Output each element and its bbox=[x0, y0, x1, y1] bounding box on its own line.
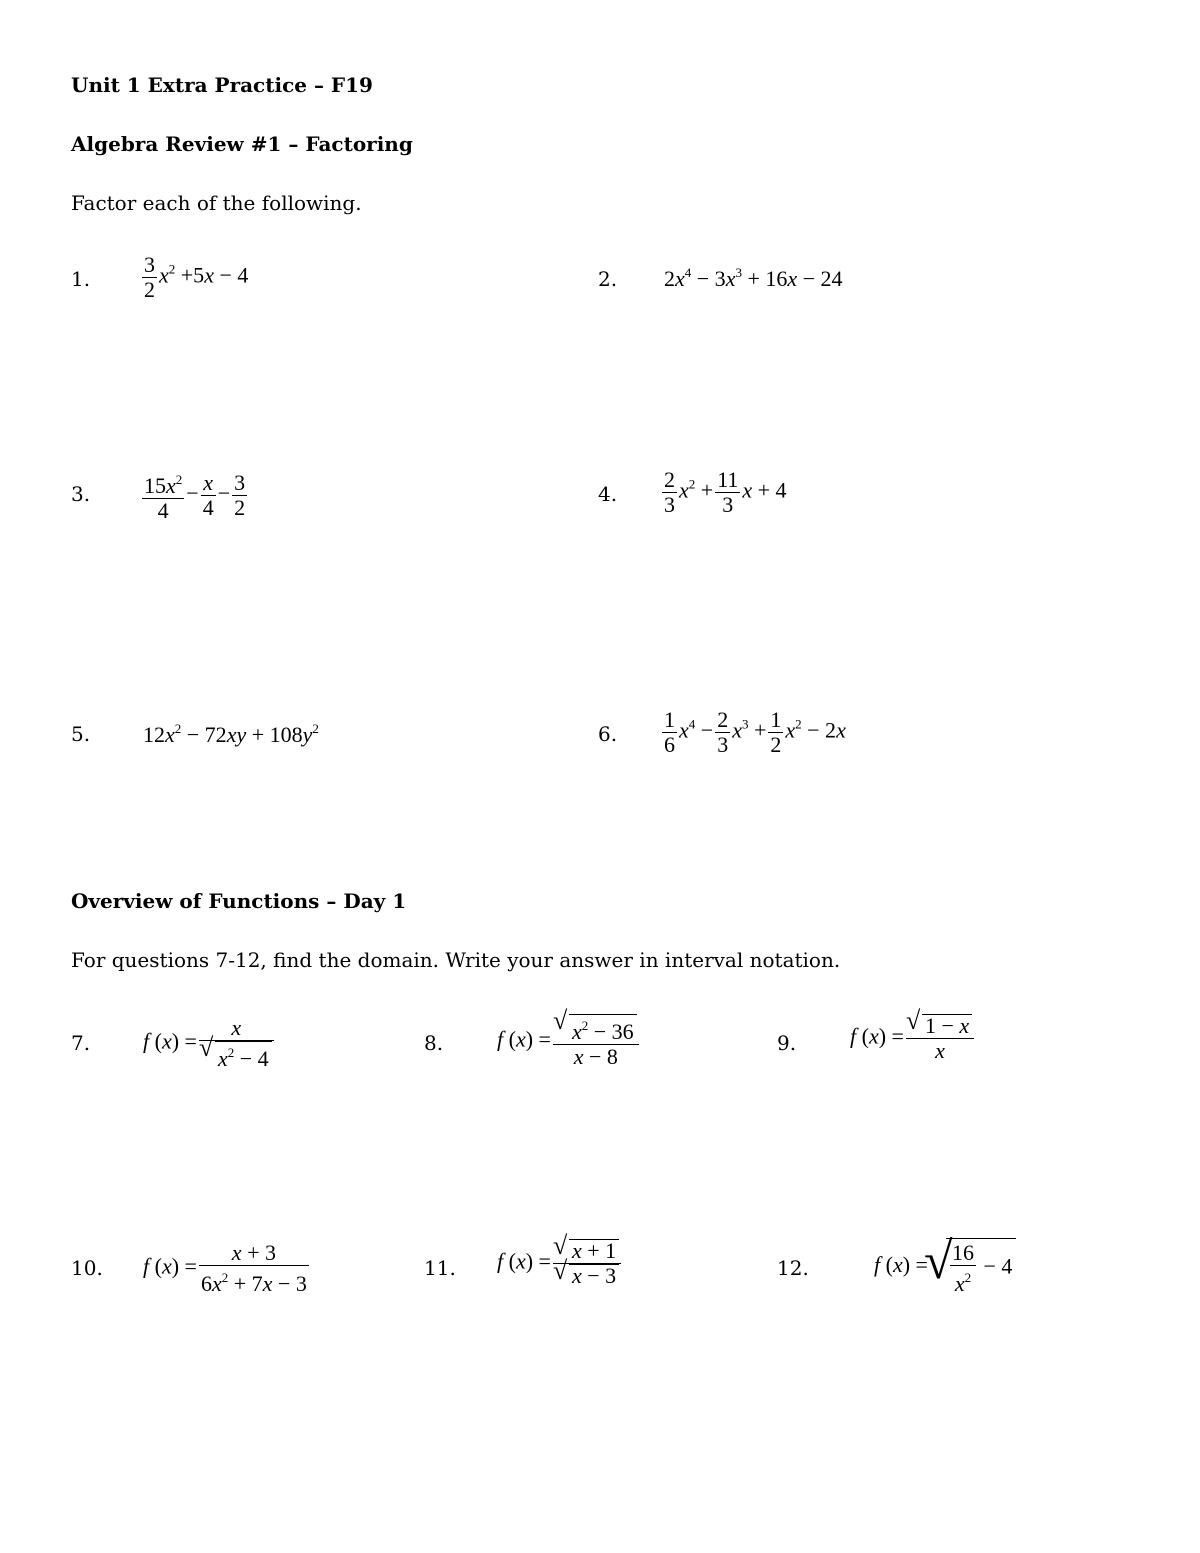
problem-expression: f (x) = √ $\frac{x^2 - 36}{x - 8}$ bbox=[497, 1014, 641, 1069]
problem-number: 10. bbox=[71, 1256, 103, 1280]
problem-expression: f (x) = √ $\frac{16}{x^2}$ − 4 bbox=[874, 1238, 1016, 1296]
problem-expression: f (x) = x √ $x^2 - 4$ bbox=[143, 1016, 276, 1071]
problem-expression: $2x^4 - 3x^3 + 16x - 24$ bbox=[664, 265, 843, 291]
problem-number: 8. bbox=[424, 1031, 444, 1055]
problem-expression: f (x) = √ x + 1 √ x − 3 bbox=[497, 1239, 623, 1288]
problem-number: 2. bbox=[598, 267, 618, 291]
problem-number: 6. bbox=[598, 722, 618, 746]
problem-number: 3. bbox=[71, 482, 91, 506]
page-title: Unit 1 Extra Practice – F19 bbox=[71, 73, 373, 97]
problem-expression: $\frac{15x^2}{4}$ − $\frac{x}{4}$ − $\frac{3}{2}$ bbox=[144, 470, 246, 523]
problem-number: 7. bbox=[71, 1031, 91, 1055]
section-heading-factoring: Algebra Review #1 – Factoring bbox=[71, 132, 413, 156]
problem-number: 4. bbox=[598, 482, 618, 506]
problem-expression: $\frac{3}{2}$ $x^2 +5x - 4$ bbox=[144, 252, 249, 302]
problem-expression: f (x) = $\frac{x + 3}{6x^2 + 7x - 3}$ bbox=[143, 1240, 307, 1296]
section-heading-functions: Overview of Functions – Day 1 bbox=[71, 889, 407, 913]
problem-expression: f (x) = √ $\frac{1 - x}{x}$ bbox=[850, 1014, 976, 1063]
problem-number: 9. bbox=[777, 1031, 797, 1055]
problem-number: 5. bbox=[71, 722, 91, 746]
section-instructions-functions: For questions 7-12, find the domain. Write your answer in interval notation. bbox=[71, 948, 841, 972]
problem-expression: $\frac{2}{3}$ $x^2$ + $\frac{11}{3}$ x + 4 bbox=[664, 467, 787, 517]
problem-number: 12. bbox=[777, 1256, 809, 1280]
problem-expression: $12x^2 - 72xy + 108y^2$ bbox=[143, 721, 319, 747]
section-instructions-factoring: Factor each of the following. bbox=[71, 191, 362, 215]
problem-number: 1. bbox=[71, 267, 91, 291]
problem-expression: $\frac{1}{6}$ $x^4$ − $\frac{2}{3}$ $x^3$ + $\frac{1}{2}$ $x^2 - 2x$ bbox=[664, 707, 846, 757]
problem-number: 11. bbox=[424, 1256, 456, 1280]
